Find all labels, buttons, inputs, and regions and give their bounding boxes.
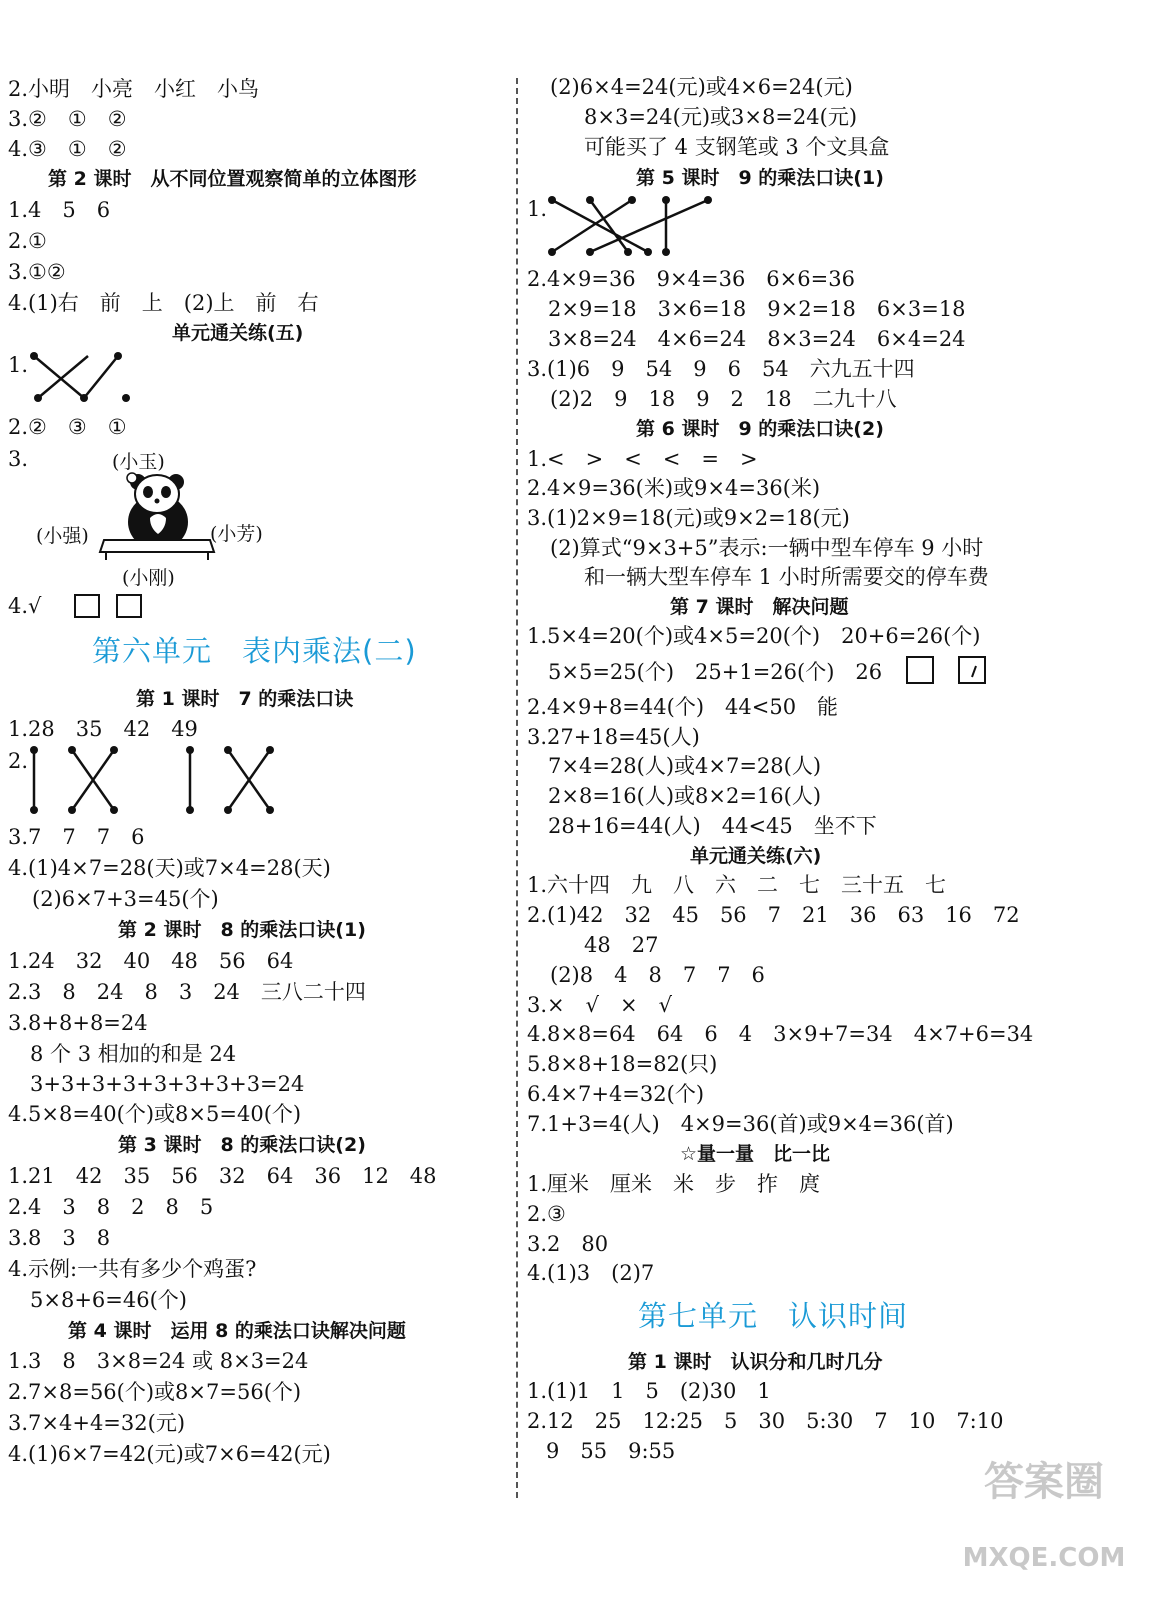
watermark-logo (954, 1421, 1134, 1592)
lesson-heading: 第 6 课时 9 的乘法口诀(2) (636, 418, 884, 440)
empty-checkbox (116, 594, 142, 618)
lesson-heading: 第 2 课时 8 的乘法口诀(1) (118, 919, 366, 941)
answer-line: 2.4×9+8=44(个) 44<50 能 (527, 695, 839, 719)
answer-line: 28+16=44(人) 44<45 坐不下 (548, 814, 877, 838)
answer-line: 2.(1)42 32 45 56 7 21 36 63 16 72 (527, 903, 1020, 927)
answer-line: 1.21 42 35 56 32 64 36 12 48 (8, 1164, 437, 1188)
lesson-heading: 第 5 课时 9 的乘法口诀(1) (636, 167, 884, 189)
answer-line: 3.①② (8, 260, 66, 284)
answer-line: 2.4 3 8 2 8 5 (8, 1195, 214, 1219)
answer-line: 3.7 7 7 6 (8, 825, 145, 849)
answer-line: 2×9=18 3×6=18 9×2=18 6×3=18 (548, 297, 966, 321)
answer-line: (2)6×7+3=45(个) (32, 887, 219, 911)
answer-line: 1. (8, 353, 29, 377)
answer-line: 可能买了 4 支钢笔或 3 个文具盒 (584, 135, 890, 159)
lesson-heading: 第 1 课时 7 的乘法口诀 (136, 688, 354, 710)
answer-line: 1.4 5 6 (8, 198, 111, 222)
answer-line: 3.② ① ② (8, 107, 127, 131)
answer-line: 3+3+3+3+3+3+3+3=24 (30, 1072, 305, 1096)
matching-lines-figure (30, 350, 130, 406)
unit-title: 第六单元 表内乘法(二) (92, 634, 417, 668)
answer-line: 1.六十四 九 八 六 二 七 三十五 七 (527, 873, 947, 897)
answer-line: 3.8+8+8=24 (8, 1011, 148, 1035)
unit-review-heading: 单元通关练(五) (172, 322, 304, 344)
answer-line: 4.8×8=64 64 6 4 3×9+7=34 4×7+6=34 (527, 1022, 1034, 1046)
unit-review-heading: 单元通关练(六) (690, 845, 822, 867)
lesson-heading: 第 3 课时 8 的乘法口诀(2) (118, 1134, 366, 1156)
answer-line: 4.√ (8, 594, 42, 618)
column-divider (516, 78, 518, 1498)
section-heading: ☆量一量 比一比 (680, 1143, 831, 1165)
answer-line: 2.7×8=56(个)或8×7=56(个) (8, 1380, 302, 1404)
answer-line: 8 个 3 相加的和是 24 (30, 1042, 237, 1066)
answer-line: 1.28 35 42 49 (8, 717, 198, 741)
answer-line: 5×8+6=46(个) (30, 1288, 187, 1312)
answer-line: 1.< > < < = > (527, 447, 758, 471)
lesson-heading: 第 2 课时 从不同位置观察简单的立体图形 (48, 168, 417, 190)
answer-line: 2.12 25 12:25 5 30 5:30 7 10 7:10 (527, 1409, 1004, 1433)
answer-line: 3.(1)6 9 54 9 6 54 六九五十四 (527, 357, 915, 381)
answer-line: 4.③ ① ② (8, 137, 127, 161)
answer-line: 4.(1)右 前 上 (2)上 前 右 (8, 291, 319, 315)
lesson-heading: 第 1 课时 认识分和几时几分 (628, 1351, 883, 1373)
answer-line: 2.小明 小亮 小红 小鸟 (8, 77, 260, 101)
watermark-text: 答案圈 (984, 1459, 1104, 1505)
lesson-heading: 第 7 课时 解决问题 (670, 596, 849, 618)
empty-checkbox (74, 594, 100, 618)
answer-line: 2.4×9=36 9×4=36 6×6=36 (527, 267, 855, 291)
answer-line: 6.4×7+4=32(个) (527, 1082, 705, 1106)
panda-at-desk-icon (98, 470, 216, 562)
answer-line: 4.(1)3 (2)7 (527, 1261, 655, 1285)
answer-line: 2. (8, 749, 29, 773)
answer-line: 1.5×4=20(个)或4×5=20(个) 20+6=26(个) (527, 624, 981, 648)
answer-line: 3.2 80 (527, 1232, 609, 1256)
answer-line: 2.3 8 24 8 3 24 三八二十四 (8, 980, 366, 1004)
answer-line: 1.24 32 40 48 56 64 (8, 949, 294, 973)
answer-line: 2×8=16(人)或8×2=16(人) (548, 784, 822, 808)
answer-line: 9 55 9:55 (546, 1439, 676, 1463)
lesson-heading: 第 4 课时 运用 8 的乘法口诀解决问题 (68, 1320, 406, 1342)
answer-line: 2.① (8, 229, 47, 253)
matching-lines-figure (28, 746, 278, 816)
answer-line: 3.27+18=45(人) (527, 725, 700, 749)
checked-checkbox (958, 656, 986, 684)
answer-line: 5×5=25(个) 25+1=26(个) 26 (548, 660, 883, 684)
answer-line: 4.5×8=40(个)或8×5=40(个) (8, 1102, 302, 1126)
answer-line: (2)2 9 18 9 2 18 二九十八 (550, 387, 897, 411)
empty-checkbox (906, 656, 934, 684)
answer-line: 3.(1)2×9=18(元)或9×2=18(元) (527, 506, 850, 530)
answer-line: 3.7×4+4=32(元) (8, 1411, 186, 1435)
answer-line: 7×4=28(人)或4×7=28(人) (548, 754, 822, 778)
panda-label-right: (小芳) (210, 523, 263, 545)
answer-line: 和一辆大型车停车 1 小时所需要交的停车费 (584, 565, 989, 589)
answer-line: (2)6×4=24(元)或4×6=24(元) (550, 75, 853, 99)
matching-lines-figure (548, 196, 714, 258)
answer-line: 4.(1)6×7=42(元)或7×6=42(元) (8, 1442, 331, 1466)
answer-line: 3.8 3 8 (8, 1226, 111, 1250)
answer-line: 4.(1)4×7=28(天)或7×4=28(天) (8, 856, 331, 880)
answer-line: (2)算式“9×3+5”表示:一辆中型车停车 9 小时 (550, 536, 984, 560)
answer-line: 1.3 8 3×8=24 或 8×3=24 (8, 1349, 309, 1373)
answer-line: 5.8×8+18=82(只) (527, 1052, 718, 1076)
answer-line: 2.③ (527, 1202, 566, 1226)
panda-label-top: (小玉) (112, 451, 165, 473)
answer-line: 48 27 (584, 933, 659, 957)
panda-label-bottom: (小刚) (122, 567, 175, 589)
answer-line: 3×8=24 4×6=24 8×3=24 6×4=24 (548, 327, 966, 351)
answer-line: 1. (527, 197, 548, 221)
answer-line: 2.② ③ ① (8, 415, 127, 439)
answer-line: 4.示例:一共有多少个鸡蛋? (8, 1257, 257, 1281)
answer-line: 1.厘米 厘米 米 步 拃 庹 (527, 1172, 821, 1196)
answer-line: 1.(1)1 1 5 (2)30 1 (527, 1379, 771, 1403)
check-mark-icon (964, 662, 982, 680)
answer-line: 8×3=24(元)或3×8=24(元) (584, 105, 858, 129)
answer-line: (2)8 4 8 7 7 6 (550, 963, 765, 987)
answer-line: 3. (8, 447, 29, 471)
unit-title: 第七单元 认识时间 (638, 1299, 909, 1333)
answer-line: 3.× √ × √ (527, 993, 672, 1017)
panda-label-left: (小强) (36, 525, 89, 547)
answer-line: 7.1+3=4(人) 4×9=36(首)或9×4=36(首) (527, 1112, 954, 1136)
answer-line: 2.4×9=36(米)或9×4=36(米) (527, 476, 821, 500)
watermark-domain: MXQE.COM (962, 1543, 1126, 1573)
